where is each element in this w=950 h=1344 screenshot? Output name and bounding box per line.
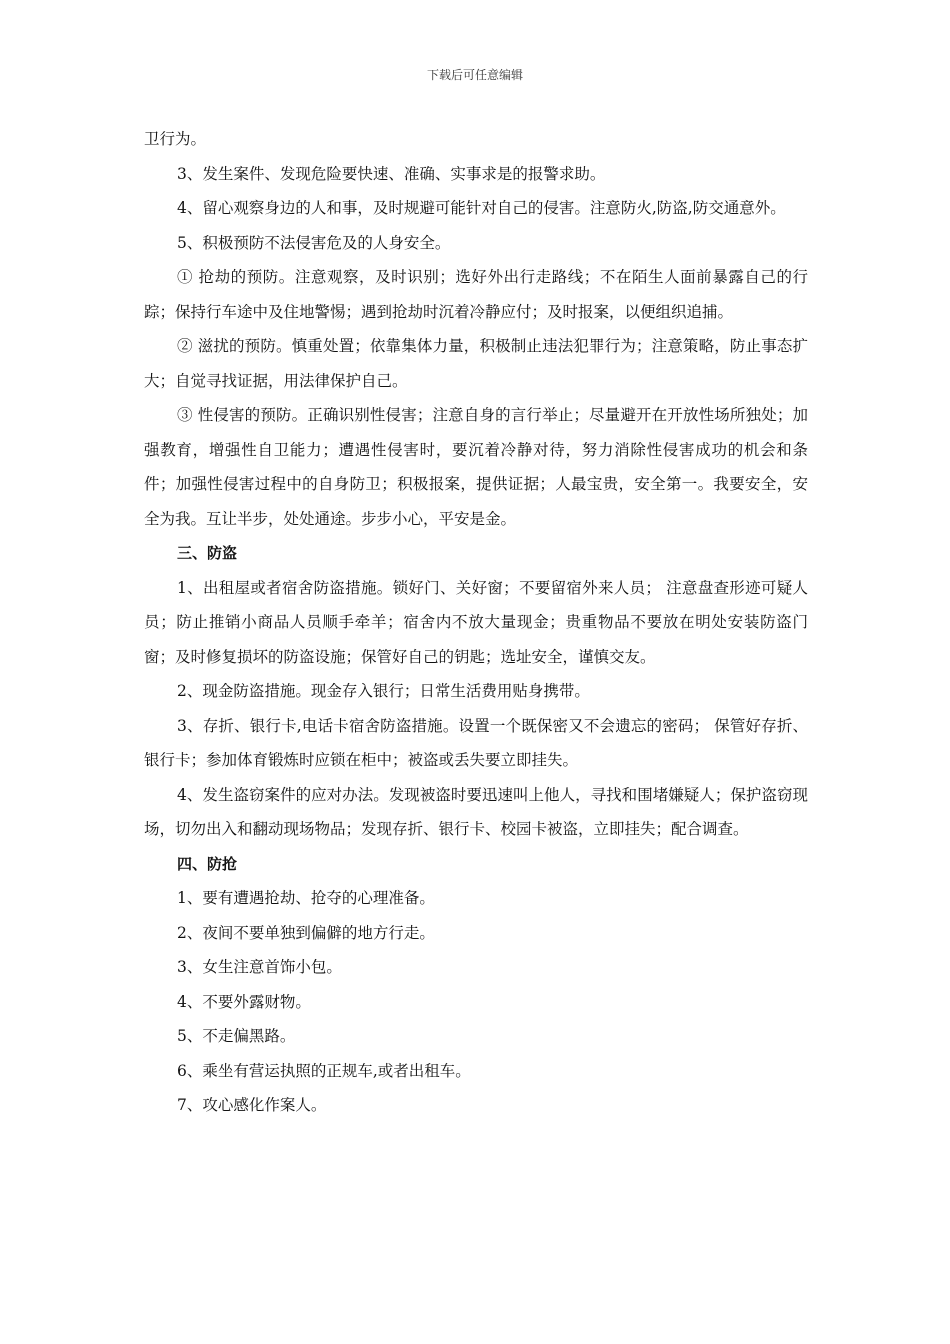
paragraph-theft-1: 1、出租屋或者宿舍防盗措施。锁好门、关好窗；不要留宿外来人员； 注意盘查形迹可疑人员；防止推销小商品人员顺手牵羊；宿舍内不放大量现金；贵重物品不要放在明处安装防盗门窗；及时修复损坏的防盗设施；保管好自己的钥匙；选址安全，谨慎交友。 — [144, 578, 808, 666]
paragraph-theft-4: 4、发生盗窃案件的应对办法。发现被盗时要迅速叫上他人，寻找和围堵嫌疑人；保护盗窃现场，切勿出入和翻动现场物品；发现存折、银行卡、校园卡被盗，立即挂失；配合调查。 — [144, 785, 808, 838]
section-heading-anti-robbery: 四、防抢 — [177, 854, 238, 873]
section-heading-anti-theft: 三、防盗 — [177, 544, 238, 562]
paragraph-robbery-4: 4、不要外露财物。 — [177, 992, 311, 1011]
paragraph-theft-2: 2、现金防盗措施。现金存入银行；日常生活费用贴身携带。 — [177, 682, 590, 700]
paragraph-theft-3: 3、存折、银行卡,电话卡宿舍防盗措施。设置一个既保密又不会遗忘的密码； 保管好存折、银行卡；参加体育锻炼时应锁在柜中；被盗或丢失要立即挂失。 — [144, 716, 808, 769]
paragraph-robbery-5: 5、不走偏黑路。 — [177, 1027, 296, 1045]
page-header: 下载后可任意编辑 — [426, 68, 523, 82]
paragraph-robbery-7: 7、攻心感化作案人。 — [177, 1096, 327, 1114]
paragraph-assault-prevention: ③ 性侵害的预防。正确识别性侵害；注意自身的言行举止；尽量避开在开放性场所独处；加强教育，增强性自卫能力；遭遇性侵害时，要沉着冷静对待，努力消除性侵害成功的机会和条件；加强性侵害过程中的自身防卫；积极报案，提供证据；人最宝贵，安全第一。我要安全，安全为我。互让半步，处处通途。步步小心，平安是金。 — [144, 406, 808, 528]
paragraph-robbery-1: 1、要有遭遇抢劫、抢夺的心理准备。 — [177, 889, 435, 907]
paragraph-harassment-prevention: ② 滋扰的预防。慎重处置；依靠集体力量，积极制止违法犯罪行为；注意策略，防止事态扩大；自觉寻找证据，用法律保护自己。 — [144, 337, 808, 390]
paragraph-continuation: 卫行为。 — [144, 130, 207, 148]
paragraph-robbery-prevention: ① 抢劫的预防。注意观察，及时识别；选好外出行走路线；不在陌生人面前暴露自己的行踪；保持行车途中及住地警惕；遇到抢劫时沉着冷静应付；及时报案，以便组织追捕。 — [144, 268, 808, 321]
document-body — [144, 122, 808, 1123]
paragraph-item-4: 4、留心观察身边的人和事，及时规避可能针对自己的侵害。注意防火,防盗,防交通意外。 — [177, 199, 786, 217]
paragraph-item-5: 5、积极预防不法侵害危及的人身安全。 — [177, 233, 451, 252]
paragraph-item-3: 3、发生案件、发现危险要快速、准确、实事求是的报警求助。 — [177, 164, 606, 183]
paragraph-robbery-3: 3、女生注意首饰小包。 — [177, 958, 342, 976]
paragraph-robbery-6: 6、乘坐有营运执照的正规车,或者出租车。 — [177, 1061, 471, 1080]
paragraph-robbery-2: 2、夜间不要单独到偏僻的地方行走。 — [177, 923, 435, 942]
